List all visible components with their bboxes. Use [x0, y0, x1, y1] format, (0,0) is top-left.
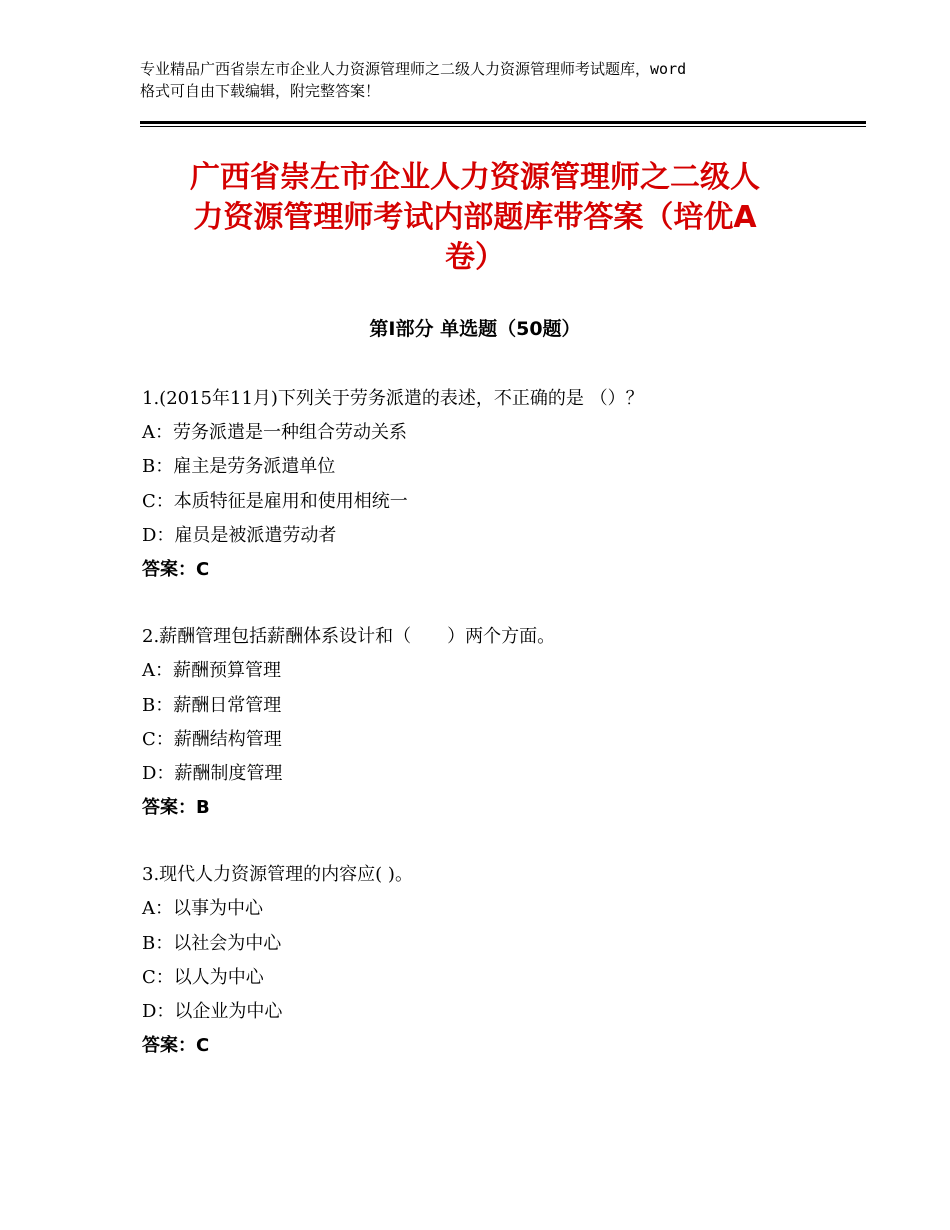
option-c: C：薪酬结构管理: [142, 728, 282, 750]
header-rule-thin: [140, 126, 866, 127]
header-note-line: 专业精品广西省崇左市企业人力资源管理师之二级人力资源管理师考试题库，word: [140, 60, 687, 78]
header-rule-thick: [140, 121, 866, 124]
title-line: 力资源管理师考试内部题库带答案（培优A: [193, 200, 757, 235]
option-c: C：本质特征是雇用和使用相统一: [142, 490, 408, 512]
title-line: 广西省崇左市企业人力资源管理师之二级人: [190, 160, 760, 195]
section-title: 第Ⅰ部分 单选题（50题）: [369, 318, 581, 340]
question-list: [142, 382, 842, 1096]
option-b: B：雇主是劳务派遣单位: [142, 456, 336, 478]
answer: 答案：C: [142, 1035, 210, 1057]
option-c: C：以人为中心: [142, 966, 264, 988]
question-text: 3.现代人力资源管理的内容应( )。: [142, 864, 413, 886]
option-a: A：薪酬预算管理: [142, 660, 281, 682]
question-3: [142, 858, 842, 1063]
option-d: D：薪酬制度管理: [142, 762, 283, 784]
option-a: A：劳务派遣是一种组合劳动关系: [142, 422, 407, 444]
option-d: D：雇员是被派遣劳动者: [142, 524, 337, 546]
option-b: B：以社会为中心: [142, 932, 282, 954]
answer: 答案：C: [142, 558, 210, 580]
document-title: [140, 158, 810, 278]
question-2: [142, 620, 842, 825]
question-text: 2.薪酬管理包括薪酬体系设计和（ ）两个方面。: [142, 626, 556, 648]
option-d: D：以企业为中心: [142, 1001, 283, 1022]
answer: 答案：B: [142, 797, 210, 819]
option-b: B：薪酬日常管理: [142, 694, 282, 716]
question-1: [142, 382, 842, 587]
option-a: A：以事为中心: [142, 898, 263, 920]
header-note: [140, 58, 830, 102]
header-note-line: 格式可自由下载编辑，附完整答案！: [140, 82, 381, 100]
title-line: 卷）: [445, 240, 505, 275]
question-text: 1.(2015年11月)下列关于劳务派遣的表述，不正确的是 （）？: [142, 388, 644, 409]
